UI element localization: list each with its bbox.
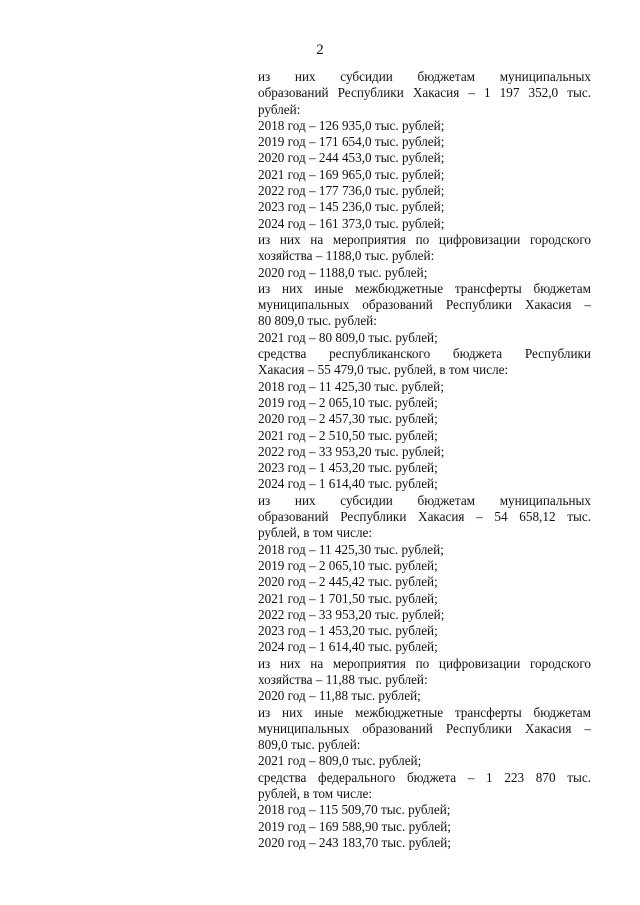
text-line: 2018 год – 126 935,0 тыс. рублей; (258, 117, 445, 133)
text-line: 2020 год – 2 457,30 тыс. рублей; (258, 411, 438, 427)
text-line: хозяйства – 1188,0 тыс. рублей: (258, 248, 435, 264)
text-line: средства республиканского бюджета Республики (258, 346, 591, 362)
text-line: 809,0 тыс. рублей: (258, 737, 361, 753)
text-line: 2021 год – 809,0 тыс. рублей; (258, 753, 422, 769)
text-line: 2022 год – 33 953,20 тыс. рублей; (258, 606, 445, 622)
text-line: 2021 год – 2 510,50 тыс. рублей; (258, 427, 438, 443)
text-line: средства федерального бюджета – 1 223 870 тыс. (258, 769, 591, 785)
text-line: из них на мероприятия по цифровизации городского (258, 231, 591, 247)
text-line: из них субсидии бюджетам муниципальных (258, 492, 591, 508)
text-line: 2020 год – 243 183,70 тыс. рублей; (258, 834, 451, 850)
text-line: образований Республики Хакасия – 54 658,12 тыс. (258, 509, 591, 525)
text-line: хозяйства – 11,88 тыс. рублей: (258, 671, 428, 687)
text-line: из них иные межбюджетные трансферты бюджетам (258, 280, 591, 296)
text-line: 2023 год – 1 453,20 тыс. рублей; (258, 623, 438, 639)
text-line: 2018 год – 11 425,30 тыс. рублей; (258, 541, 444, 557)
text-line: 2018 год – 115 509,70 тыс. рублей; (258, 802, 451, 818)
text-line: 2019 год – 2 065,10 тыс. рублей; (258, 557, 438, 573)
text-line: 2023 год – 1 453,20 тыс. рублей; (258, 460, 438, 476)
text-line: 2022 год – 33 953,20 тыс. рублей; (258, 443, 445, 459)
text-line: 2024 год – 1 614,40 тыс. рублей; (258, 639, 438, 655)
text-line: образований Республики Хакасия – 1 197 352,0 тыс. (258, 85, 591, 101)
text-line: 2020 год – 244 453,0 тыс. рублей; (258, 150, 445, 166)
text-line: 2023 год – 145 236,0 тыс. рублей; (258, 199, 445, 215)
text-line: 2018 год – 11 425,30 тыс. рублей; (258, 378, 444, 394)
text-line: 2019 год – 169 588,90 тыс. рублей; (258, 818, 451, 834)
text-line: рублей, в том числе: (258, 786, 373, 802)
text-line: 2022 год – 177 736,0 тыс. рублей; (258, 183, 445, 199)
text-line: 2021 год – 1 701,50 тыс. рублей; (258, 590, 438, 606)
text-line: муниципальных образований Республики Хакасия – (258, 297, 591, 313)
text-line: 2019 год – 171 654,0 тыс. рублей; (258, 134, 445, 150)
text-line: 2024 год – 1 614,40 тыс. рублей; (258, 476, 438, 492)
text-line: Хакасия – 55 479,0 тыс. рублей, в том числе: (258, 362, 509, 378)
text-line: из них иные межбюджетные трансферты бюджетам (258, 704, 591, 720)
text-line: 2020 год – 11,88 тыс. рублей; (258, 688, 421, 704)
text-line: из них субсидии бюджетам муниципальных (258, 69, 591, 84)
text-line: рублей, в том числе: (258, 525, 373, 541)
document-body (258, 69, 591, 851)
text-line: 2019 год – 2 065,10 тыс. рублей; (258, 394, 438, 410)
text-line: 2021 год – 80 809,0 тыс. рублей; (258, 329, 438, 345)
text-line: 2020 год – 1188,0 тыс. рублей; (258, 264, 428, 280)
page-number: 2 (316, 42, 324, 58)
text-line: 2021 год – 169 965,0 тыс. рублей; (258, 166, 445, 182)
text-line: муниципальных образований Республики Хакасия – (258, 720, 591, 736)
text-line: 2024 год – 161 373,0 тыс. рублей; (258, 215, 445, 231)
text-line: 80 809,0 тыс. рублей: (258, 313, 377, 329)
text-line: 2020 год – 2 445,42 тыс. рублей; (258, 574, 438, 590)
text-line: рублей: (258, 101, 301, 117)
text-line: из них на мероприятия по цифровизации городского (258, 655, 591, 671)
